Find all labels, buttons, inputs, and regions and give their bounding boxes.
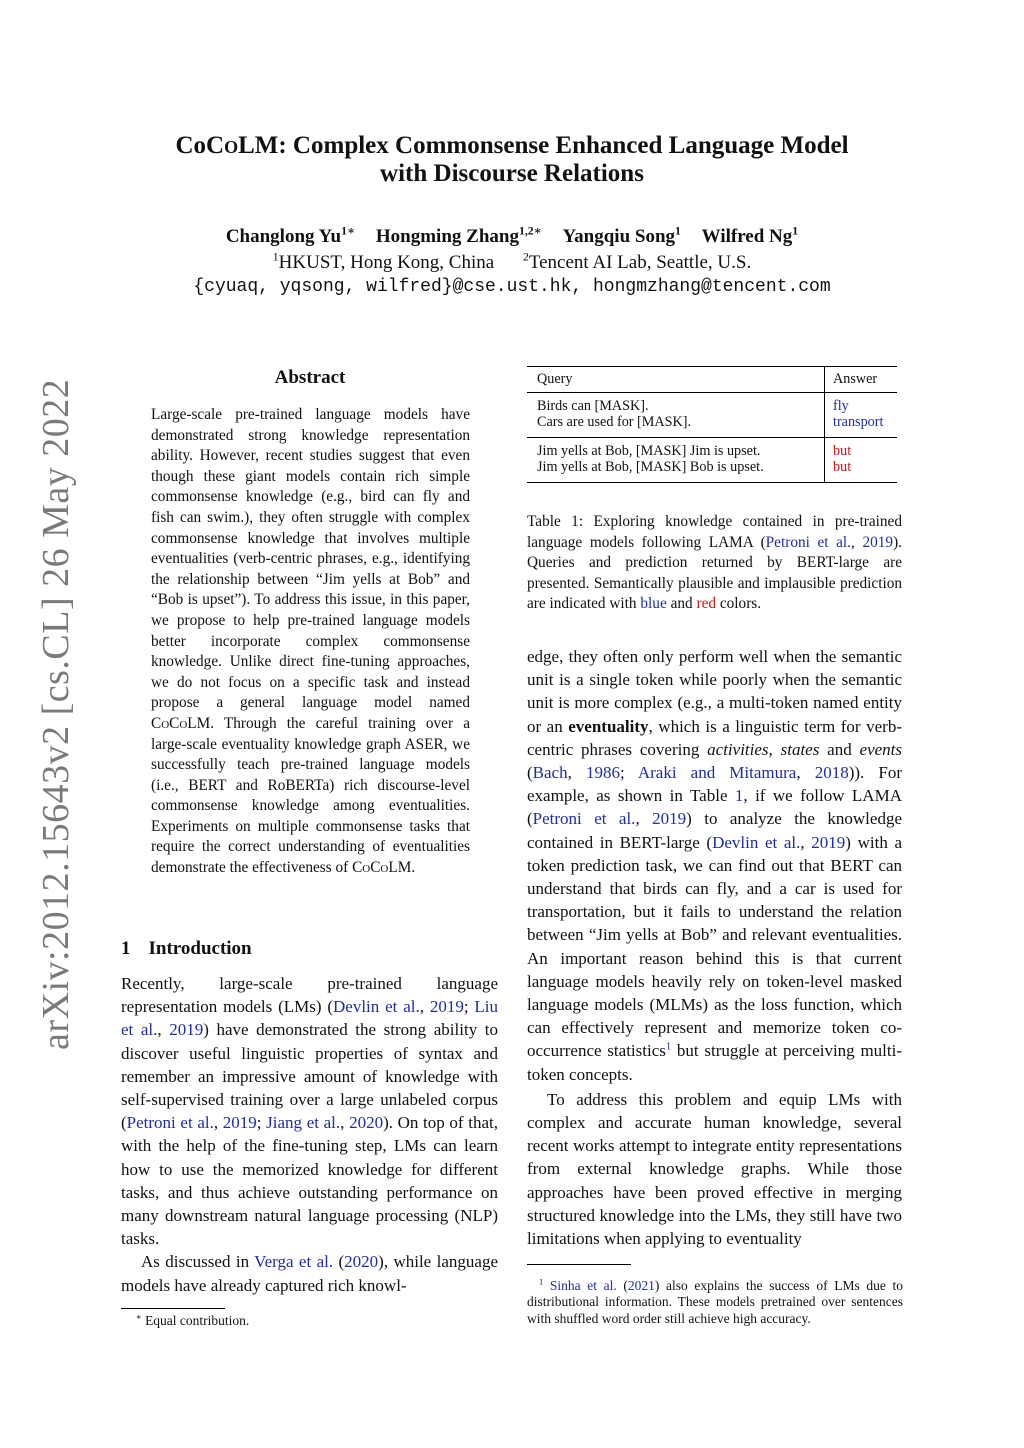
text: Table 1: Exploring knowledge contained in pre-trained language models following LAMA ( bbox=[527, 513, 902, 551]
citation-link[interactable]: Petroni et al. bbox=[126, 1113, 214, 1133]
text: edge, they often only perform well when the semantic unit is a single token while poorly when the semantic unit is more complex (e.g., a multi-token named entity or an bbox=[527, 647, 902, 736]
affiliation bbox=[273, 252, 494, 273]
answer-implausible: but bbox=[833, 459, 852, 475]
citation-link[interactable]: Devlin et al. bbox=[333, 997, 420, 1017]
text: , bbox=[213, 1113, 223, 1133]
table-header-query: Query bbox=[527, 367, 825, 393]
citation-link[interactable]: 2018 bbox=[814, 763, 849, 783]
table-header-row bbox=[527, 367, 897, 393]
intro-paragraph-1 bbox=[121, 972, 498, 1250]
text: , if we follow LAMA ( bbox=[527, 786, 902, 829]
text: ( bbox=[527, 763, 533, 783]
model-name: CoCoLM bbox=[151, 714, 211, 732]
text: , which is a linguistic term for verb-centric phrases covering bbox=[527, 716, 902, 759]
intro-paragraph-2 bbox=[121, 1250, 498, 1296]
abstract-body bbox=[151, 405, 470, 879]
text: ). On top of that, with the help of the fine-tuning step, LMs can learn how to use the memorized knowledge for different tasks, and thus achieve outstanding performance on many downstream natural language processing (NLP) tasks. bbox=[121, 1113, 498, 1249]
text: ; bbox=[463, 997, 475, 1017]
title-name-part: LM bbox=[238, 132, 279, 159]
answer-implausible: but bbox=[833, 442, 852, 459]
citation-link[interactable]: Liu et al. bbox=[121, 997, 499, 1040]
right-column-body bbox=[527, 645, 902, 1250]
citation-link[interactable]: 2019 bbox=[429, 997, 464, 1017]
table-header-answer: Answer bbox=[825, 367, 898, 393]
abstract-text: . Through the careful training over a large-scale eventuality knowledge graph ASER, we successfully teach pre-trained language models (i.e., BERT and RoBERTa) rich discourse-level commonsense knowledge among eventualities. Experiments on multiple commonsense tasks that require the correct understanding of eventualities demonstrate the effectiveness of bbox=[151, 714, 470, 877]
citation-link[interactable]: Jiang et al. bbox=[266, 1113, 341, 1133]
query-cell bbox=[527, 392, 825, 437]
text: , bbox=[768, 739, 781, 759]
author-name: Yangqiu Song bbox=[562, 226, 676, 247]
citation-link[interactable]: Petroni et al. bbox=[532, 809, 636, 829]
bold-term: eventuality bbox=[568, 716, 649, 736]
text: ; bbox=[619, 763, 638, 783]
text: ) to analyze the knowledge contained in BERT-large ( bbox=[527, 809, 902, 852]
table-1 bbox=[527, 366, 897, 483]
text: ), while language models have already captured rich knowl- bbox=[121, 1252, 498, 1295]
right-paragraph-2: To address this problem and equip LMs with complex and accurate human knowledge, several recent works attempt to integrate entity representations from external knowledge graphs. While those approaches have been proved effective in merging structured knowledge into the LMs, they still have two limitations when applying to eventuality bbox=[527, 1089, 902, 1249]
emails[interactable]: {cyuaq, yqsong, wilfred}@cse.ust.hk, hongmzhang@tencent.com bbox=[193, 277, 831, 297]
text: , bbox=[157, 1020, 170, 1040]
affiliation-sup: 1 bbox=[272, 250, 279, 264]
citation-link[interactable]: 2021 bbox=[627, 1278, 655, 1293]
section-heading-introduction bbox=[121, 938, 252, 960]
affiliation-text: Tencent AI Lab, Seattle, U.S. bbox=[528, 252, 752, 273]
text: ( bbox=[616, 1278, 628, 1293]
text: colors. bbox=[716, 595, 762, 613]
author-sup: 1∗ bbox=[341, 224, 356, 238]
query-cell bbox=[527, 437, 825, 482]
section-title: Introduction bbox=[148, 938, 252, 959]
section-number: 1 bbox=[121, 938, 131, 959]
text: , bbox=[800, 832, 812, 852]
citation-link[interactable]: Petroni et al. bbox=[765, 533, 852, 551]
citation-link[interactable]: 2019 bbox=[652, 809, 687, 829]
answer-cell bbox=[825, 392, 898, 437]
arxiv-stamp: arXiv:2012.15643v2 [cs.CL] 26 May 2022 bbox=[35, 378, 77, 1050]
footnote-mark: 1 bbox=[539, 1277, 544, 1287]
title-line2: with Discourse Relations bbox=[380, 160, 644, 187]
citation-link[interactable]: 2019 bbox=[862, 533, 894, 551]
footnote-mark: ∗ bbox=[136, 1312, 142, 1322]
author-sup: 1 bbox=[792, 224, 799, 238]
footnote-rule bbox=[527, 1264, 631, 1265]
author-name: Hongming Zhang bbox=[375, 226, 519, 247]
paper-title bbox=[0, 132, 1024, 188]
citation-link[interactable]: Devlin et al. bbox=[712, 832, 801, 852]
citation-link[interactable]: Sinha et al. bbox=[549, 1278, 617, 1293]
text: )). For example, as shown in Table bbox=[527, 763, 903, 806]
red-word: red bbox=[696, 595, 717, 613]
author bbox=[376, 226, 542, 247]
answer-plausible: transport bbox=[833, 414, 884, 430]
text: Recently, large-scale pre-trained language representation models (LMs) ( bbox=[121, 974, 498, 1017]
italic-term: events bbox=[859, 739, 903, 759]
text: , bbox=[419, 997, 430, 1017]
affiliation bbox=[523, 252, 751, 273]
query-text: Birds can [MASK]. bbox=[537, 397, 649, 414]
footnote-text: Equal contribution. bbox=[141, 1313, 250, 1328]
citation-link[interactable]: 2019 bbox=[811, 832, 846, 852]
citation-link[interactable]: Araki and Mitamura bbox=[637, 763, 797, 783]
answer-cell bbox=[825, 437, 898, 482]
citation-link[interactable]: 2020 bbox=[344, 1252, 379, 1272]
text: but struggle at perceiving multi-token concepts. bbox=[527, 1041, 903, 1084]
affiliations bbox=[0, 252, 1024, 274]
table-ref-link[interactable]: 1 bbox=[734, 786, 744, 806]
title-name-part: Co bbox=[206, 132, 239, 159]
italic-term: states bbox=[780, 739, 820, 759]
right-paragraph-1 bbox=[527, 645, 902, 1086]
query-text: Jim yells at Bob, [MASK] Bob is upset. bbox=[537, 459, 764, 475]
affiliation-text: HKUST, Hong Kong, China bbox=[278, 252, 495, 273]
title-line1: : Complex Commonsense Enhanced Language Model bbox=[278, 132, 849, 159]
author-name: Wilfred Ng bbox=[701, 226, 793, 247]
text: , bbox=[340, 1113, 350, 1133]
table-row-group-1 bbox=[527, 392, 897, 437]
citation-link[interactable]: Verga et al. bbox=[254, 1252, 334, 1272]
author-sup: 1 bbox=[675, 224, 681, 238]
affiliation-sup: 2 bbox=[522, 250, 529, 264]
text: and bbox=[666, 595, 697, 613]
citation-link[interactable]: 2020 bbox=[349, 1113, 384, 1133]
title-name-part: Co bbox=[175, 132, 207, 159]
footnote-1 bbox=[527, 1278, 903, 1327]
footnote-rule bbox=[121, 1308, 225, 1309]
text: ( bbox=[333, 1252, 345, 1272]
author-list bbox=[0, 226, 1024, 248]
text: , bbox=[635, 809, 653, 829]
text: ) have demonstrated the strong ability to discover useful linguistic properties of syntax and remember an impressive amount of knowledge with self-supervised training over a large unlabeled corpus ( bbox=[121, 1020, 498, 1133]
citation-link[interactable]: Bach bbox=[532, 763, 568, 783]
author-name: Changlong Yu bbox=[225, 226, 342, 247]
abstract-text: . bbox=[411, 859, 416, 877]
text: , bbox=[796, 763, 815, 783]
citation-link[interactable]: 1986 bbox=[585, 763, 620, 783]
author bbox=[226, 226, 355, 247]
query-text: Jim yells at Bob, [MASK] Jim is upset. bbox=[537, 442, 761, 459]
left-column-body bbox=[121, 972, 498, 1297]
answer-plausible: fly bbox=[833, 397, 849, 414]
model-name: CoCoLM bbox=[352, 859, 412, 877]
text: and bbox=[819, 739, 860, 759]
text: ; bbox=[256, 1113, 267, 1133]
author bbox=[563, 226, 681, 247]
text: As discussed in bbox=[141, 1252, 255, 1272]
table-row-group-2 bbox=[527, 437, 897, 482]
footnote-ref-link[interactable]: 1 bbox=[665, 1041, 672, 1053]
abstract-heading: Abstract bbox=[274, 367, 346, 388]
italic-term: activities bbox=[707, 739, 769, 759]
author-sup: 1,2∗ bbox=[518, 224, 542, 238]
blue-word: blue bbox=[640, 595, 667, 613]
table-caption bbox=[527, 512, 902, 615]
abstract-text: Large-scale pre-trained language models have demonstrated strong knowledge representation ability. However, recent studies suggest that even though these giant models contain rich simple commonsense knowledge (e.g., bird can fly and fish can swim.), they often struggle with complex commonsense knowledge that involves multiple eventualities (verb-centric phrases, e.g., identifying the relationship between “Jim yells at Bob” and “Bob is upset”). To address this issue, in this paper, we propose to help pre-trained language models better incorporate complex commonsense knowledge. Unlike direct fine-tuning approaches, we do not focus on a specific task and instead propose a general language model named bbox=[151, 406, 470, 712]
citation-link[interactable]: 2019 bbox=[222, 1113, 257, 1133]
citation-link[interactable]: 2019 bbox=[169, 1020, 204, 1040]
author bbox=[702, 226, 799, 247]
footnote-equal-contribution bbox=[136, 1313, 249, 1329]
text: ). Queries and prediction returned by BERT-large are presented. Semantically plausible and implausible prediction are indicated with bbox=[527, 533, 902, 613]
text: ) with a token prediction task, we can find out that BERT can understand that birds can fly, and a car is used for transportation, but it fails to understand the relation between “Jim yells at Bob” and relevant eventualities. An important reason behind this is that current language models heavily rely on token-level masked language models (MLMs) as the loss function, which can effectively represent and memorize token co-occurrence statistics bbox=[527, 832, 902, 1061]
text: ) also explains the success of LMs due to distributional information. These models pretrained over sentences with shuffled word order still achieve high accuracy. bbox=[527, 1278, 903, 1326]
text: , bbox=[851, 533, 863, 551]
query-text: Cars are used for [MASK]. bbox=[537, 414, 692, 430]
text: , bbox=[567, 763, 586, 783]
